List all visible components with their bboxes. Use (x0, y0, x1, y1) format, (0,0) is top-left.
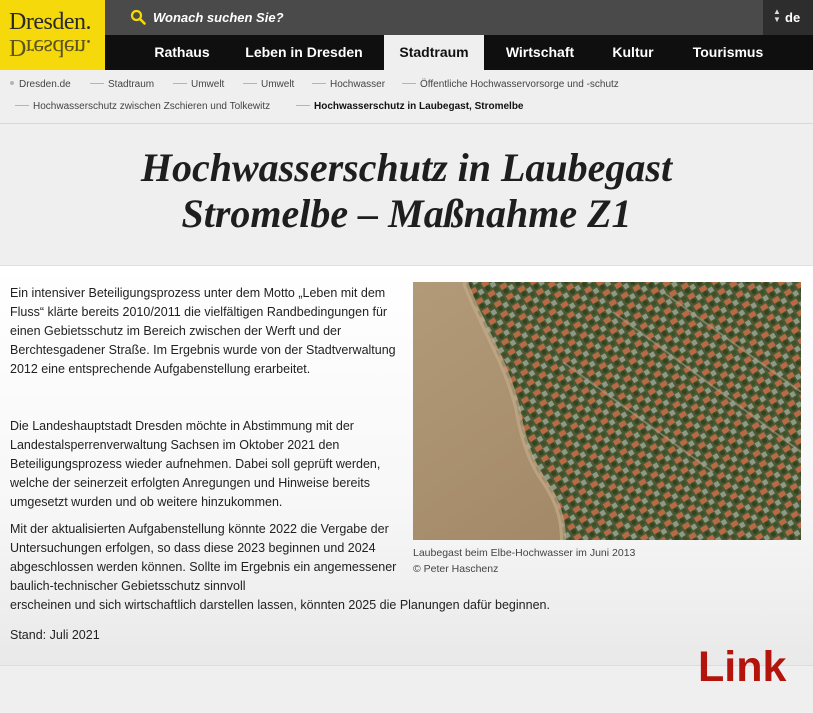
breadcrumb-separator-icon (10, 81, 14, 85)
breadcrumb-item[interactable]: Umwelt (173, 79, 224, 90)
paragraph-3-continued: erscheinen und sich wirtschaftlich darstellen lassen, könnten 2025 die Planungen dafür beginnen. (10, 598, 550, 612)
breadcrumb-item[interactable]: Umwelt (243, 79, 294, 90)
caption-credit: © Peter Haschenz (413, 563, 499, 575)
page-title (0, 145, 813, 237)
logo-reflection: Dresden. (9, 34, 91, 60)
language-label: de (785, 10, 801, 25)
nav-item-wirtschaft[interactable]: Wirtschaft (505, 44, 575, 60)
logo-text: Dresden. (9, 9, 91, 35)
nav-item-stadtraum[interactable]: Stadtraum (384, 35, 484, 70)
divider (0, 665, 813, 666)
language-switcher[interactable] (763, 0, 813, 35)
breadcrumb-item[interactable]: Öffentliche Hochwasservorsorge und -schutz (402, 79, 619, 90)
breadcrumb-item[interactable]: Stadtraum (90, 79, 154, 90)
breadcrumb-item[interactable]: Dresden.de (10, 79, 71, 90)
nav-item-kultur[interactable]: Kultur (612, 44, 654, 60)
page-title-line2: Stromelbe – Maßnahme Z1 (181, 191, 632, 236)
breadcrumb-item[interactable]: Hochwasserschutz zwischen Zschieren und Tolkewitz (15, 101, 270, 112)
stand-date: Stand: Juli 2021 (10, 628, 100, 642)
link-button[interactable]: Link (698, 643, 787, 691)
breadcrumb-current: Hochwasserschutz in Laubegast, Stromelbe (296, 101, 524, 112)
nav-item-rathaus[interactable]: Rathaus (154, 44, 210, 60)
breadcrumb-separator-icon (90, 83, 104, 84)
aerial-flood-photo (413, 282, 801, 540)
breadcrumb-separator-icon (243, 83, 257, 84)
search-icon[interactable] (130, 9, 146, 25)
breadcrumb-separator-icon (15, 105, 29, 106)
caption-text: Laubegast beim Elbe-Hochwasser im Juni 2013 (413, 547, 636, 559)
breadcrumb-separator-icon (296, 105, 310, 106)
page-title-line1: Hochwasserschutz in Laubegast (140, 145, 673, 190)
breadcrumb-separator-icon (312, 83, 326, 84)
nav-item-tourismus[interactable]: Tourismus (692, 44, 764, 60)
search-input[interactable]: Wonach suchen Sie? (153, 10, 284, 25)
paragraph-1: Ein intensiver Beteiligungsprozess unter dem Motto „Leben mit dem Fluss“ klärte bereits 2010/2011 die vielfältigen Randbedingungen für einen Gebietsschutz im Bereich zwischen der Werft und der Berchtesgadener Straße. Im Ergebnis wurde von der Stadtverwaltung 2012 eine entsprechende Aufgabenstellung erarbeitet. (10, 286, 396, 376)
breadcrumb-separator-icon (173, 83, 187, 84)
language-arrows-icon: ▲ ▼ (773, 7, 781, 24)
paragraph-3: Mit der aktualisierten Aufgabenstellung könnte 2022 die Vergabe der Untersuchungen erfolgen, so dass diese 2023 beginnen und 2024 abgeschlossen werden können. Sollte im Ergebnis ein angemessener baulich-technischer Gebietsschutz sinnvoll (10, 522, 397, 593)
paragraph-2: Die Landeshauptstadt Dresden möchte in Abstimmung mit der Landestalsperrenverwaltung Sachsen im Oktober 2021 den Beteiligungsprozess wieder aufnehmen. Dabei soll geprüft werden, welche der seinerzeit erfolgten Anregungen und Hinweise bereits umgesetzt wurden und ob weitere hinzukommen. (10, 419, 381, 509)
breadcrumb-item[interactable]: Hochwasser (312, 79, 385, 90)
dresden-logo[interactable] (0, 0, 105, 70)
breadcrumb-separator-icon (402, 83, 416, 84)
image-caption (413, 545, 635, 577)
nav-item-leben-in-dresden[interactable]: Leben in Dresden (245, 44, 363, 60)
